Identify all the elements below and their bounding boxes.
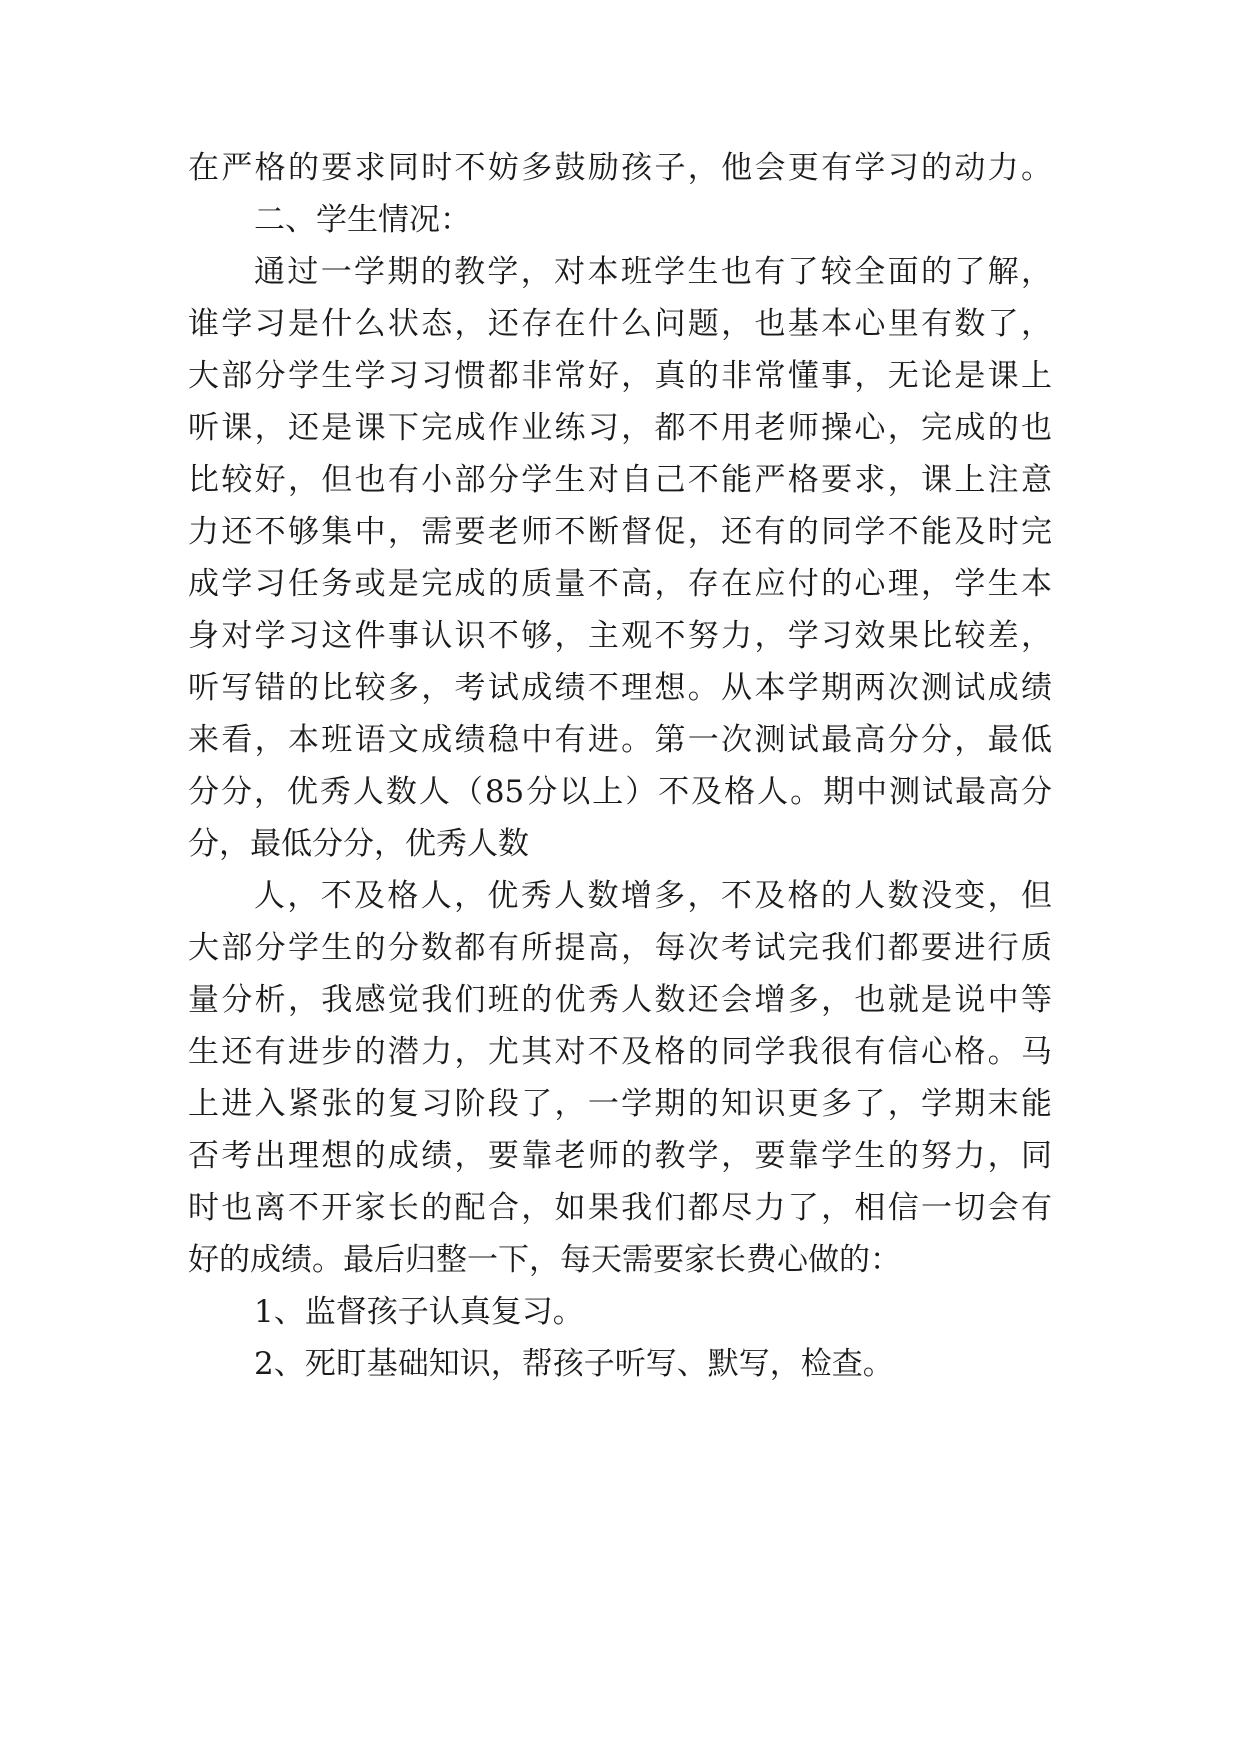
- text-line: 分，最低分分，优秀人数: [188, 826, 529, 862]
- text-line: 力还不够集中，需要老师不断督促，还有的同学不能及时完: [188, 514, 1052, 550]
- text-line: 好的成绩。最后归整一下，每天需要家长费心做的：: [188, 1242, 901, 1278]
- list-item: 1、监督孩子认真复习。: [254, 1294, 584, 1330]
- text-line: 身对学习这件事认识不够，主观不努力，学习效果比较差，: [188, 618, 1052, 654]
- text-line: 否考出理想的成绩，要靠老师的教学，要靠学生的努力，同: [188, 1138, 1052, 1174]
- text-line: 来看，本班语文成绩稳中有进。第一次测试最高分分，最低: [188, 722, 1052, 758]
- text-line: 比较好，但也有小部分学生对自己不能严格要求，课上注意: [188, 462, 1052, 498]
- text-line: 生还有进步的潜力，尤其对不及格的同学我很有信心格。马: [188, 1034, 1052, 1070]
- text-line: 通过一学期的教学，对本班学生也有了较全面的了解，: [254, 254, 1052, 290]
- text-line: 人，不及格人，优秀人数增多，不及格的人数没变，但: [254, 878, 1052, 914]
- text-line: 大部分学生的分数都有所提高，每次考试完我们都要进行质: [188, 930, 1052, 966]
- text-line: 大部分学生学习习惯都非常好，真的非常懂事，无论是课上: [188, 358, 1052, 394]
- list-item: 2、死盯基础知识，帮孩子听写、默写，检查。: [254, 1346, 894, 1382]
- text-line: 时也离不开家长的配合，如果我们都尽力了，相信一切会有: [188, 1190, 1052, 1226]
- text-line: 分分，优秀人数人（85分以上）不及格人。期中测试最高分: [188, 774, 1052, 810]
- section-heading: 二、学生情况：: [254, 202, 471, 238]
- text-line: 成学习任务或是完成的质量不高，存在应付的心理，学生本: [188, 566, 1052, 602]
- text-line: 上进入紧张的复习阶段了，一学期的知识更多了，学期末能: [188, 1086, 1052, 1122]
- text-line: 量分析，我感觉我们班的优秀人数还会增多，也就是说中等: [188, 982, 1052, 1018]
- text-line: 在严格的要求同时不妨多鼓励孩子，他会更有学习的动力。: [188, 150, 1052, 186]
- text-line: 听写错的比较多，考试成绩不理想。从本学期两次测试成绩: [188, 670, 1052, 706]
- text-line: 听课，还是课下完成作业练习，都不用老师操心，完成的也: [188, 410, 1052, 446]
- text-line: 谁学习是什么状态，还存在什么问题，也基本心里有数了，: [188, 306, 1052, 342]
